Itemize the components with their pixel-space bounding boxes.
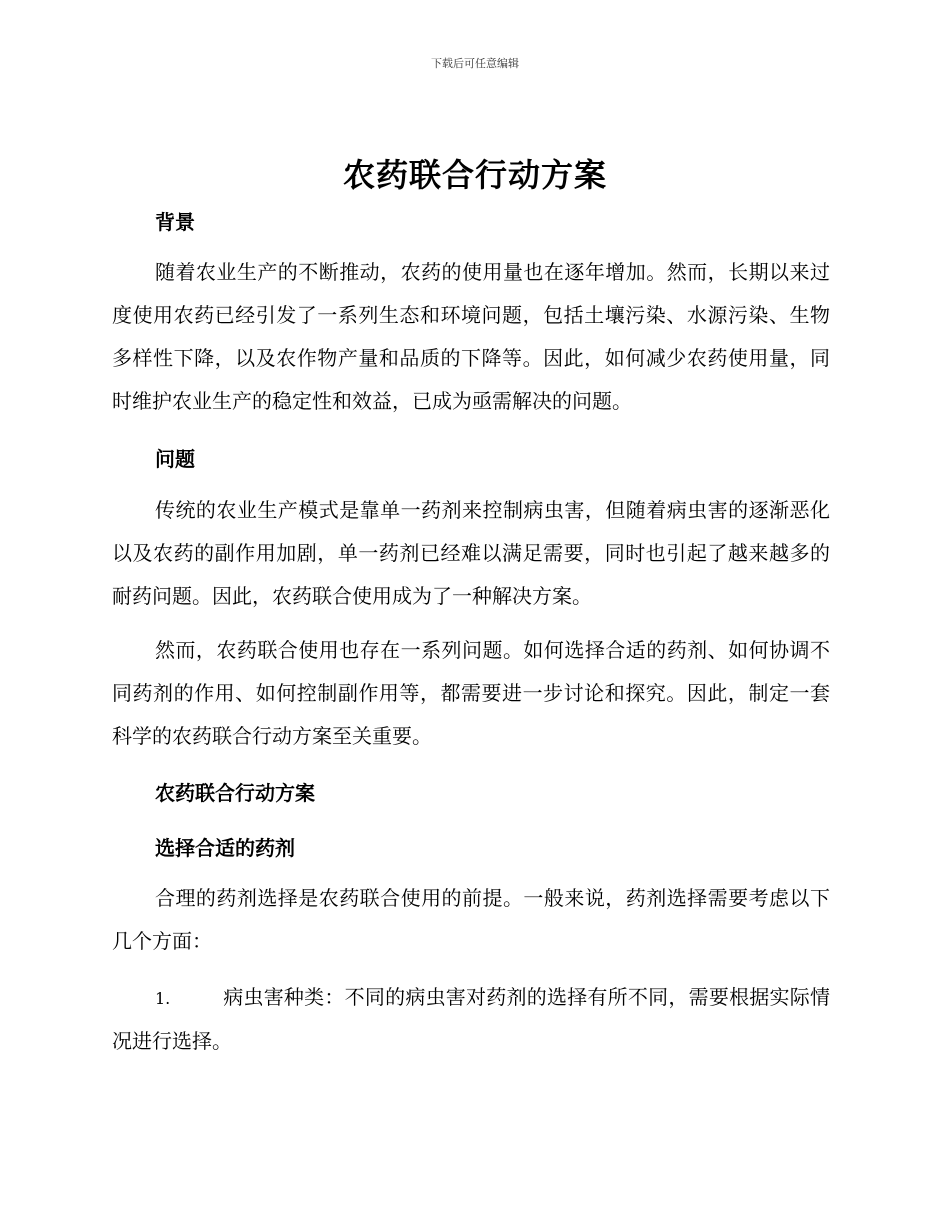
header-note: 下载后可任意编辑 bbox=[431, 57, 519, 70]
paragraph-select: 合理的药剂选择是农药联合使用的前提。一般来说，药剂选择需要考虑以下几个方面： bbox=[112, 886, 830, 953]
section-select-body bbox=[112, 877, 830, 963]
section-problem-heading-block bbox=[112, 443, 830, 472]
section-problem-body-2 bbox=[112, 629, 830, 758]
section-select-heading-block bbox=[112, 832, 830, 861]
list-item-number: 1. bbox=[155, 989, 171, 1008]
section-heading-select: 选择合适的药剂 bbox=[155, 836, 295, 860]
section-background-body bbox=[112, 251, 830, 423]
list-item bbox=[112, 976, 830, 1063]
paragraph-background: 随着农业生产的不断推动，农药的使用量也在逐年增加。然而，长期以来过度使用农药已经引发了一系列生态和环境问题，包括土壤污染、水源污染、生物多样性下降，以及农作物产量和品质的下降等。因此，如何减少农药使用量，同时维护农业生产的稳定性和效益，已成为亟需解决的问题。 bbox=[112, 260, 830, 413]
paragraph-problem-2: 然而，农药联合使用也存在一系列问题。如何选择合适的药剂、如何协调不同药剂的作用、如何控制副作用等，都需要进一步讨论和探究。因此，制定一套科学的农药联合行动方案至关重要。 bbox=[112, 638, 830, 748]
document-title: 农药联合行动方案 bbox=[342, 156, 607, 194]
section-heading-problem: 问题 bbox=[155, 447, 195, 471]
numbered-list bbox=[112, 976, 830, 1063]
section-heading-plan: 农药联合行动方案 bbox=[155, 781, 315, 805]
paragraph-problem-1: 传统的农业生产模式是靠单一药剂来控制病虫害，但随着病虫害的逐渐恶化以及农药的副作用加剧，单一药剂已经难以满足需要，同时也引起了越来越多的耐药问题。因此，农药联合使用成为了一种解决方案。 bbox=[112, 498, 830, 608]
list-item-text: 病虫害种类：不同的病虫害对药剂的选择有所不同，需要根据实际情况进行选择。 bbox=[112, 985, 830, 1053]
section-problem-body-1 bbox=[112, 489, 830, 618]
section-heading-background: 背景 bbox=[155, 210, 195, 234]
section-background-heading-block bbox=[112, 206, 830, 235]
section-plan-heading-block bbox=[112, 777, 830, 806]
